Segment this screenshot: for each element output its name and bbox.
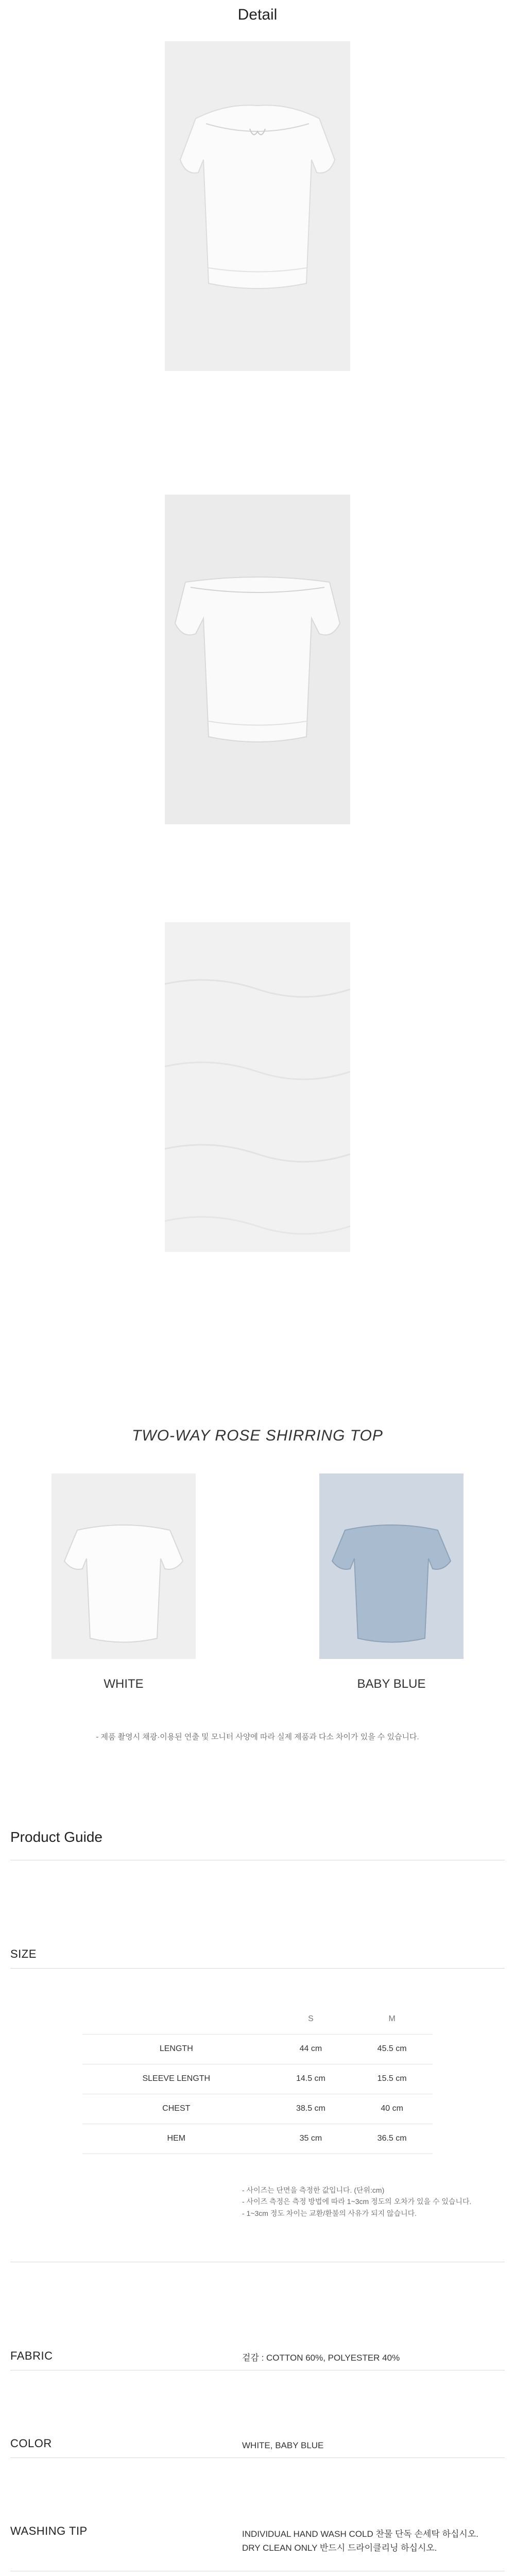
table-row bbox=[82, 2124, 433, 2154]
fabric-detail-photo bbox=[165, 922, 350, 1252]
top-illustration bbox=[319, 1473, 464, 1659]
color-value: WHITE, BABY BLUE bbox=[242, 2441, 324, 2450]
size-value: 35 cm bbox=[270, 2124, 352, 2154]
size-value: 14.5 cm bbox=[270, 2064, 352, 2094]
table-row bbox=[82, 2094, 433, 2124]
color-swatch-baby-blue[interactable] bbox=[319, 1473, 464, 1659]
size-header-s: S bbox=[270, 2004, 352, 2034]
table-row bbox=[82, 2034, 433, 2064]
size-value: 15.5 cm bbox=[351, 2064, 433, 2094]
size-value: 38.5 cm bbox=[270, 2094, 352, 2124]
size-value: 44 cm bbox=[270, 2034, 352, 2064]
size-table-header bbox=[82, 2004, 433, 2034]
product-name: TWO-WAY ROSE SHIRRING TOP bbox=[132, 1427, 383, 1444]
fabric-texture bbox=[165, 922, 350, 1252]
size-header-blank bbox=[82, 2004, 270, 2034]
size-notes: - 사이즈는 단면을 측정한 값입니다. (단위:cm) - 사이즈 측정은 측정 방법에 따라 1~3cm 정도의 오차가 있을 수 있습니다. - 1~3cm 정도 차이는 교환/환불의 사유가 되지 않습니다. bbox=[242, 2186, 472, 2217]
divider bbox=[10, 1968, 505, 1969]
top-illustration bbox=[165, 41, 350, 371]
detail-heading: Detail bbox=[237, 6, 278, 23]
washing-label: WASHING TIP bbox=[10, 2524, 88, 2537]
size-value: 40 cm bbox=[351, 2094, 433, 2124]
product-guide-title: Product Guide bbox=[10, 1829, 102, 1845]
product-photo-off-shoulder bbox=[165, 495, 350, 824]
top-illustration bbox=[52, 1473, 196, 1659]
size-value: 45.5 cm bbox=[351, 2034, 433, 2064]
size-value: 36.5 cm bbox=[351, 2124, 433, 2154]
color-label-white: WHITE bbox=[104, 1677, 144, 1691]
size-label: SIZE bbox=[10, 1947, 37, 1960]
row-label: HEM bbox=[82, 2124, 270, 2154]
fabric-label: FABRIC bbox=[10, 2349, 53, 2362]
top-illustration bbox=[165, 495, 350, 824]
row-label: SLEEVE LENGTH bbox=[82, 2064, 270, 2094]
row-label: LENGTH bbox=[82, 2034, 270, 2064]
fabric-value: 겉감 : COTTON 60%, POLYESTER 40% bbox=[242, 2353, 400, 2363]
color-label: COLOR bbox=[10, 2437, 52, 2450]
color-swatch-white[interactable] bbox=[52, 1473, 196, 1659]
color-label-baby-blue: BABY BLUE bbox=[357, 1677, 426, 1691]
washing-value: INDIVIDUAL HAND WASH COLD 찬물 단독 손세탁 하십시오. DRY CLEAN ONLY 반드시 드라이클리닝 하십시오. bbox=[242, 2529, 478, 2553]
size-table bbox=[82, 2004, 433, 2154]
product-photo-front bbox=[165, 41, 350, 371]
size-header-m: M bbox=[351, 2004, 433, 2034]
row-label: CHEST bbox=[82, 2094, 270, 2124]
photo-notice: - 제품 촬영시 채광·이용된 연출 및 모니터 사양에 따라 실제 제품과 다소 차이가 있을 수 있습니다. bbox=[96, 1733, 419, 1741]
table-row bbox=[82, 2064, 433, 2094]
